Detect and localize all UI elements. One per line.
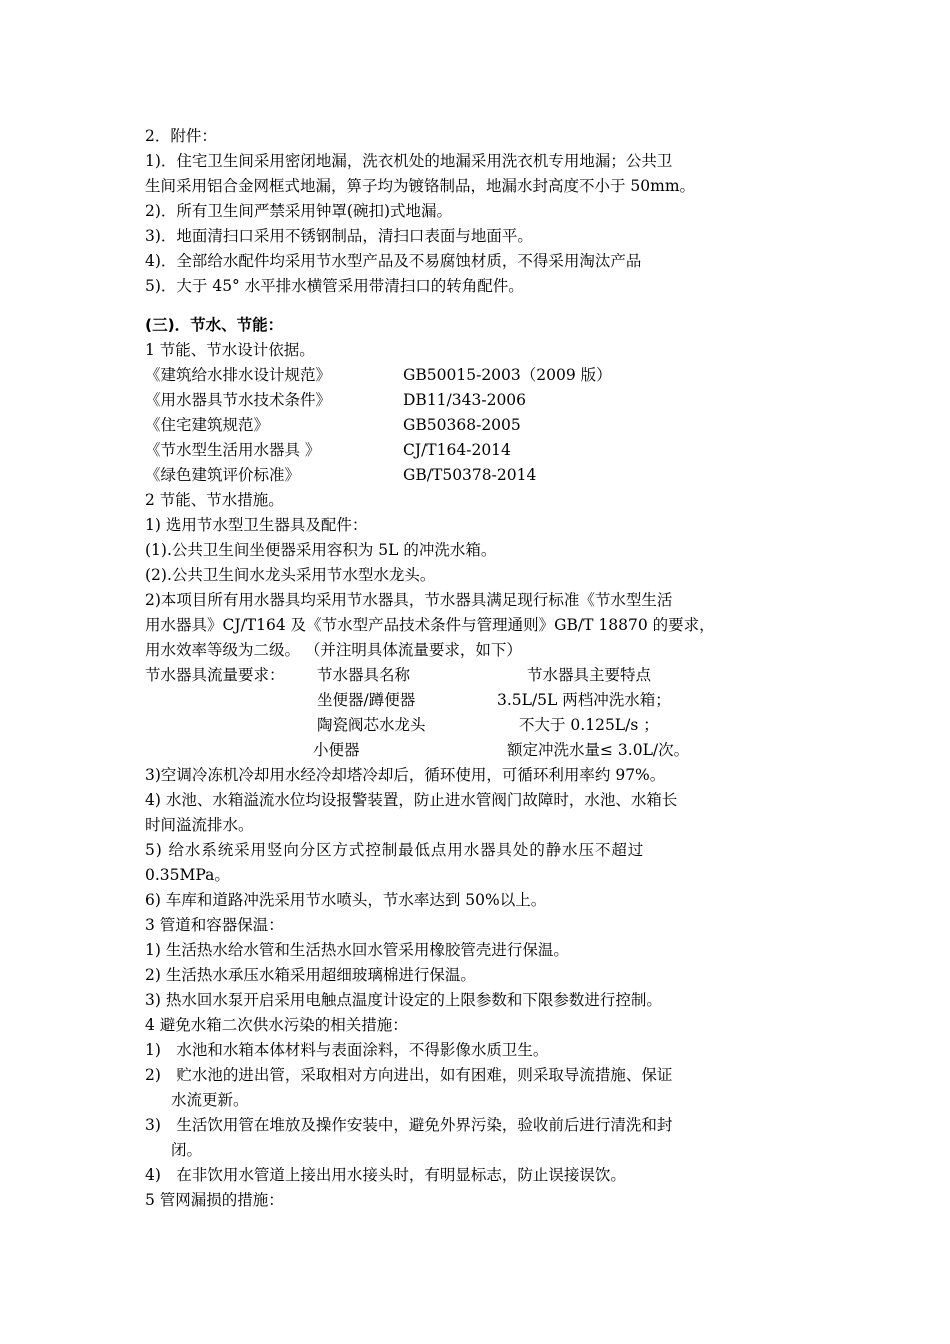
fixture-name: 坐便器/蹲便器 xyxy=(317,691,416,709)
insulation-1: 1) 生活热水给水管和生活热水回水管采用橡胶管壳进行保温。 xyxy=(145,941,569,959)
measure-3: 3)空调冷冻机冷却用水经冷却塔冷却后，循环使用，可循环利用率约 97%。 xyxy=(145,766,666,784)
measure-1a: (1).公共卫生间坐便器采用容积为 5L 的冲洗水箱。 xyxy=(145,541,497,559)
standard-row xyxy=(145,388,825,413)
fixture-name: 小便器 xyxy=(313,741,360,759)
basis-title: 1 节能、节水设计依据。 xyxy=(145,341,315,359)
attachment-item-2: 2)．所有卫生间严禁采用钟罩(碗扣)式地漏。 xyxy=(145,202,453,220)
standard-name: 《建筑给水排水设计规范》 xyxy=(145,366,332,384)
standard-code: GB50368-2005 xyxy=(403,416,521,434)
standard-name: 《用水器具节水技术条件》 xyxy=(145,391,332,409)
measure-4-cont: 时间溢流排水。 xyxy=(145,816,254,834)
measure-6: 6) 车库和道路冲洗采用节水喷头，节水率达到 50%以上。 xyxy=(145,891,547,909)
standard-row xyxy=(145,363,825,388)
standard-name: 《住宅建筑规范》 xyxy=(145,416,270,434)
fixture-feature: 不大于 0.125L/s ； xyxy=(519,716,659,734)
pollution-2-cont: 水流更新。 xyxy=(171,1091,249,1109)
flow-label: 节水器具流量要求： xyxy=(145,666,285,684)
attachment-item-3: 3)．地面清扫口采用不锈钢制品，清扫口表面与地面平。 xyxy=(145,227,533,245)
standard-code: CJ/T164-2014 xyxy=(403,441,511,459)
measure-1: 1) 选用节水型卫生器具及配件： xyxy=(145,516,368,534)
flow-table-row xyxy=(145,713,825,738)
measure-4: 4) 水池、水箱溢流水位均设报警装置，防止进水管阀门故障时，水池、水箱长 xyxy=(145,791,678,809)
fixture-feature: 3.5L/5L 两档冲洗水箱； xyxy=(497,691,671,709)
measure-2-cont: 用水器具》CJ/T164 及《节水型产品技术条件与管理通则》GB/T 18870 的要求， xyxy=(145,616,715,634)
pollution-3: 3) 生活饮用管在堆放及操作安装中，避免外界污染，验收前后进行清洗和封 xyxy=(145,1116,673,1134)
insulation-2: 2) 生活热水承压水箱采用超细玻璃棉进行保温。 xyxy=(145,966,476,984)
flow-table-row xyxy=(145,738,825,763)
standard-row xyxy=(145,463,825,488)
standard-name: 《绿色建筑评价标准》 xyxy=(145,466,301,484)
measure-1b: (2).公共卫生间水龙头采用节水型水龙头。 xyxy=(145,566,436,584)
measure-5: 5) 给水系统采用竖向分区方式控制最低点用水器具处的静水压不超过 xyxy=(145,841,645,859)
measure-2: 2)本项目所有用水器具均采用节水器具，节水器具满足现行标准《节水型生活 xyxy=(145,591,673,609)
pollution-4: 4) 在非饮用水管道上接出用水接头时，有明显标志，防止误接误饮。 xyxy=(145,1166,626,1184)
standard-code: GB/T50378-2014 xyxy=(403,466,537,484)
attachment-item-5: 5)．大于 45° 水平排水横管采用带清扫口的转角配件。 xyxy=(145,277,524,295)
section-heading: (三)．节水、节能： xyxy=(145,316,284,334)
flow-header-feature: 节水器具主要特点 xyxy=(527,666,652,684)
insulation-title: 3 管道和容器保温： xyxy=(145,916,284,934)
document-page xyxy=(145,124,825,1213)
pollution-3-cont: 闭。 xyxy=(171,1141,203,1159)
pollution-1: 1) 水池和水箱本体材料与表面涂料，不得影像水质卫生。 xyxy=(145,1041,549,1059)
pollution-2: 2) 贮水池的进出管，采取相对方向进出，如有困难，则采取导流措施、保证 xyxy=(145,1066,673,1084)
flow-table-row xyxy=(145,688,825,713)
standard-code: GB50015-2003（2009 版） xyxy=(403,366,612,384)
leakage-title: 5 管网漏损的措施： xyxy=(145,1191,284,1209)
standard-code: DB11/343-2006 xyxy=(403,391,527,409)
standard-name: 《节水型生活用水器具 》 xyxy=(145,441,321,459)
attachment-item-4: 4)．全部给水配件均采用节水型产品及不易腐蚀材质，不得采用淘汰产品 xyxy=(145,252,642,270)
measure-2-cont: 用水效率等级为二级。 （并注明具体流量要求，如下） xyxy=(145,641,522,659)
measure-5-cont: 0.35MPa。 xyxy=(145,866,230,884)
fixture-feature: 额定冲洗水量≤ 3.0L/次。 xyxy=(507,741,690,759)
fixture-name: 陶瓷阀芯水龙头 xyxy=(317,716,426,734)
attachments-title: 2．附件： xyxy=(145,127,217,145)
standard-row xyxy=(145,413,825,438)
attachment-item-1: 1)．住宅卫生间采用密闭地漏，洗衣机处的地漏采用洗衣机专用地漏；公共卫 xyxy=(145,152,673,170)
insulation-3: 3) 热水回水泵开启采用电触点温度计设定的上限参数和下限参数进行控制。 xyxy=(145,991,662,1009)
pollution-title: 4 避免水箱二次供水污染的相关措施： xyxy=(145,1016,408,1034)
measures-title: 2 节能、节水措施。 xyxy=(145,491,284,509)
attachment-item-1-cont: 生间采用铝合金网框式地漏，箅子均为镀铬制品，地漏水封高度不小于 50mm。 xyxy=(145,177,696,195)
flow-header-name: 节水器具名称 xyxy=(317,666,411,684)
flow-table-header xyxy=(145,663,825,688)
standard-row xyxy=(145,438,825,463)
